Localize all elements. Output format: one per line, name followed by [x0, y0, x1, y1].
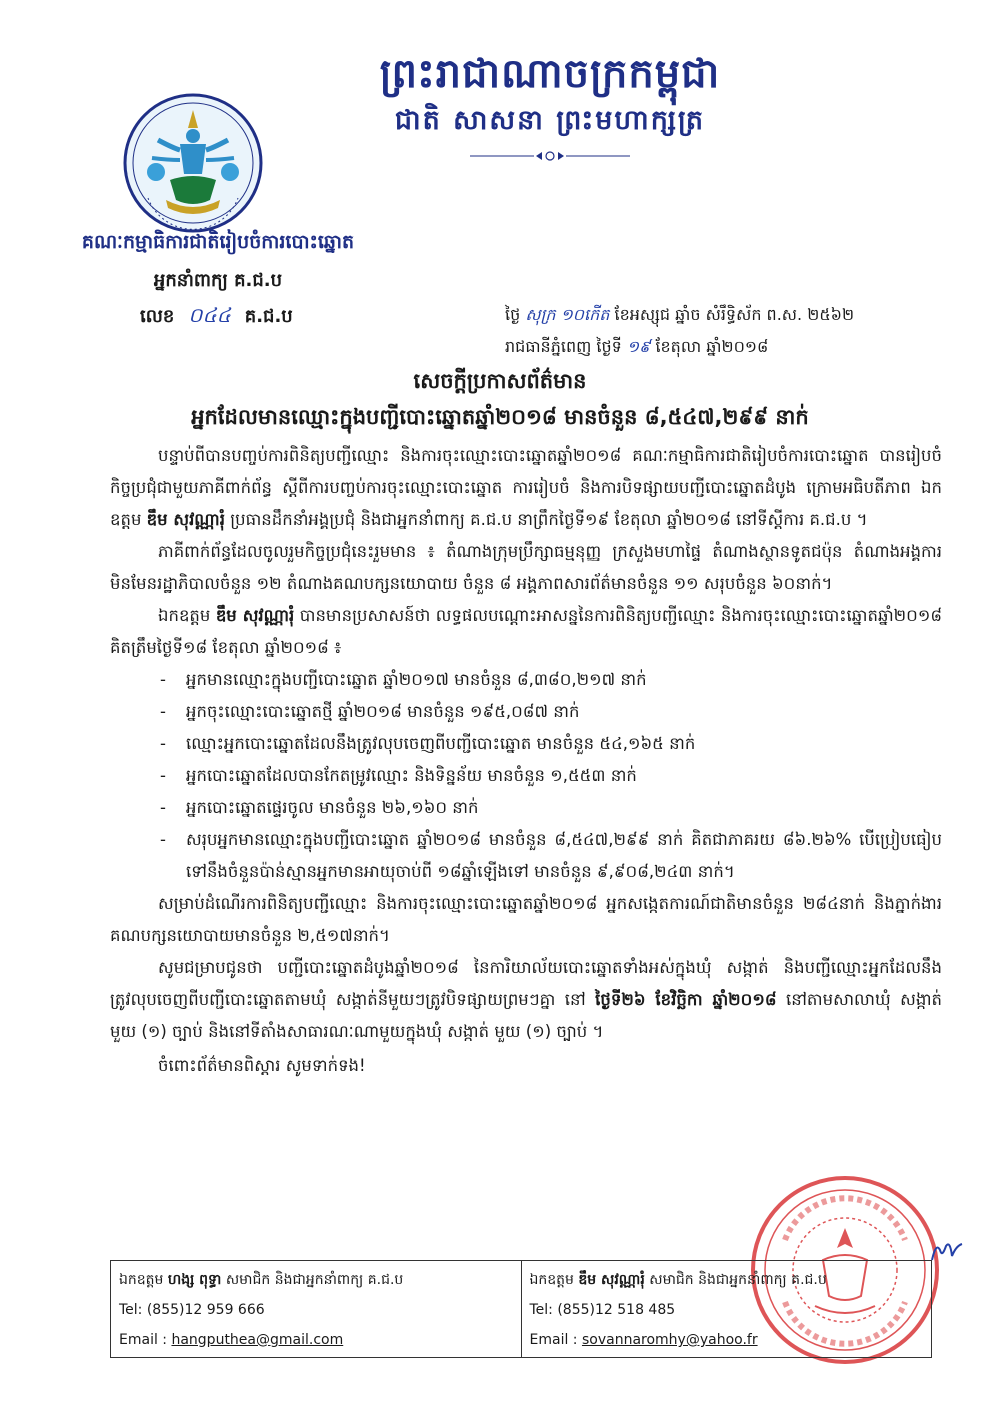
email-link[interactable]: sovannaromhy@yahoo.fr [581, 1332, 758, 1348]
list-item: - អ្នកមានឈ្មោះក្នុងបញ្ជីបោះឆ្នោត ឆ្នាំ២០១៧ មានចំនួន ៨,៣៨០,២១៧ នាក់ [186, 664, 942, 696]
email-label: Email : [119, 1332, 172, 1348]
paragraph-3 [110, 600, 942, 664]
contact-1-heading [119, 1265, 513, 1295]
solar-date-handwritten: ១៩ [626, 337, 651, 356]
lunar-date-rest: ខែអស្សុជ ឆ្នាំច សំរឹទ្ធិស័ក ព.ស. ២៥៦២ [614, 305, 855, 324]
contact-2 [521, 1261, 932, 1357]
contact-role: សមាជិក និងជាអ្នកនាំពាក្យ គ.ជ.ប [649, 1272, 827, 1288]
signature-initials [928, 1236, 968, 1266]
lunar-date-prefix: ថ្ងៃ [505, 305, 521, 324]
kingdom-heading: ព្រះរាជាណាចក្រកម្ពុជា [379, 50, 721, 97]
statistics-list [110, 664, 942, 888]
p5-text-a: សូមជម្រាបជូនថា បញ្ជីបោះឆ្នោតដំបូងឆ្នាំ២០១៨ នៃការិយាល័យបោះឆ្នោតទាំងអស់ក្នុងឃុំ សង្កាត់ និងបញ្ជីឈ្មោះអ្នកដែលនឹងត្រូវលុបចេញពីបញ្ជីបោះឆ្នោតតាមឃុំ សង្កាត់នីមួយៗត្រូវបិទផ្សាយព្រមៗគ្នា នៅ [110, 958, 942, 1009]
contact-2-heading [530, 1265, 924, 1295]
contact-role: សមាជិក និងជាអ្នកនាំពាក្យ គ.ជ.ប [225, 1272, 404, 1288]
p3-name: ឌឹម សុវណ្ណារុំ [215, 606, 295, 625]
contact-email-row [119, 1325, 513, 1355]
list-item: - អ្នកបោះឆ្នោតដែលបានកែតម្រូវឈ្មោះ និងទិន្នន័យ មានចំនួន ១,៥៥៣ នាក់ [186, 760, 942, 792]
contact-phone: Tel: (855)12 518 485 [529, 1302, 676, 1318]
nec-logo [118, 88, 268, 238]
p3-text-b: បានមានប្រសាសន៍ថា លទ្ធផលបណ្តោះអាសន្ននៃការពិនិត្យបញ្ជីឈ្មោះ និងការចុះឈ្មោះបោះឆ្នោតឆ្នាំ២០១៨ គិតត្រឹមថ្ងៃទី១៨ ខែតុលា ឆ្នាំ២០១៨ ៖ [110, 606, 943, 657]
contact-title: ឯកឧត្តម [119, 1272, 164, 1288]
contact-table [110, 1260, 932, 1358]
solar-date [505, 336, 945, 360]
solar-date-rest: ខែតុលា ឆ្នាំ២០១៨ [655, 337, 769, 356]
paragraph-2: ភាគីពាក់ព័ន្ធដែលចូលរួមកិច្ចប្រជុំនេះរួមមាន ៖ តំណាងក្រុមប្រឹក្សាធម្មនុញ្ញ ក្រសួងមហាផ្ទៃ តំណាងស្ថានទូតជប៉ុន តំណាងអង្គការមិនមែនរដ្ឋាភិបាលចំនួន ១២ តំណាងគណបក្សនយោបាយ ចំនួន ៨ អង្គភាពសារព័ត៌មានចំនួន ១១ សរុបចំនួន ៦០នាក់។ [110, 542, 942, 593]
closing-line: ចំពោះព័ត៌មានពិស្តារ សូមទាក់ទង! [158, 1056, 366, 1075]
national-motto: ជាតិ សាសនា ព្រះមហាក្សត្រ [394, 105, 706, 136]
contact-name: ហង្ស ពុទ្ធា [167, 1272, 222, 1288]
lunar-date [505, 304, 945, 328]
document-body [110, 440, 942, 1082]
paragraph-4: សម្រាប់ដំណើរការពិនិត្យបញ្ជីឈ្មោះ និងការចុះឈ្មោះបោះឆ្នោតឆ្នាំ២០១៨ អ្នកសង្កេតការណ៍ជាតិមានចំនួន ២៨៤នាក់ និងភ្នាក់ងារគណបក្សនយោបាយមានចំនួន ២,៥១៧នាក់។ [110, 894, 942, 945]
contact-1 [111, 1261, 521, 1357]
contact-title: ឯកឧត្តម [529, 1272, 574, 1288]
contact-email-row [530, 1325, 924, 1355]
list-item: - អ្នកចុះឈ្មោះបោះឆ្នោតថ្មី ឆ្នាំ២០១៨ មានចំនួន ១៩៥,០៨៧ នាក់ [186, 696, 942, 728]
document-subtitle: អ្នកដែលមានឈ្មោះក្នុងបញ្ជីបោះឆ្នោតឆ្នាំ២០១៨ មានចំនួន ៨,៥៤៧,២៩៩ នាក់ [191, 405, 809, 429]
email-link[interactable]: hangputhea@gmail.com [171, 1332, 344, 1348]
reference-number [140, 302, 380, 332]
ornament-divider [470, 150, 630, 162]
p5-text-b: នៅតាមសាលាឃុំ សង្កាត់ មួយ (១) ច្បាប់ និងនៅទីតាំងសាធារណៈណាមួយក្នុងឃុំ សង្កាត់ មួយ (១) ច្បាប់ ។ [110, 990, 942, 1041]
contact-phone: Tel: (855)12 959 666 [119, 1302, 265, 1318]
email-label: Email : [529, 1332, 582, 1348]
paragraph-5 [110, 952, 942, 1048]
p1-text-a: បន្ទាប់ពីបានបញ្ចប់ការពិនិត្យបញ្ជីឈ្មោះ និងការចុះឈ្មោះបោះឆ្នោតឆ្នាំ២០១៨ គណៈកម្មាធិការជាតិរៀបចំការបោះឆ្នោត បានរៀបចំកិច្ចប្រជុំជាមួយភាគីពាក់ព័ន្ធ ស្តីពីការបញ្ចប់ការចុះឈ្មោះបោះឆ្នោត ការរៀបចំ និងការបិទផ្សាយបញ្ជីបោះឆ្នោតដំបូង ក្រោមអធិបតីភាព ឯកឧត្តម [110, 446, 942, 529]
solar-date-prefix: រាជធានីភ្នំពេញ ថ្ងៃទី [505, 337, 622, 356]
p1-name: ឌឹម សុវណ្ណារុំ [146, 510, 225, 529]
paragraph-1 [110, 440, 942, 536]
reference-handwritten-number: ០៤៤ [188, 303, 231, 327]
document-title: សេចក្តីប្រកាសព័ត៌មាន [413, 369, 587, 393]
list-item: - ឈ្មោះអ្នកបោះឆ្នោតដែលនឹងត្រូវលុបចេញពីបញ្ជីបោះឆ្នោត មានចំនួន ៥៤,១៦៥ នាក់ [186, 728, 942, 760]
reference-prefix: លេខ [140, 306, 175, 327]
list-item: - អ្នកបោះឆ្នោតផ្ទេរចូល មានចំនួន ២៦,១៦០ នាក់ [186, 792, 942, 824]
p5-date: ថ្ងៃទី២៦ ខែវិច្ឆិកា ឆ្នាំ២០១៨ [595, 990, 777, 1009]
list-item: - សរុបអ្នកមានឈ្មោះក្នុងបញ្ជីបោះឆ្នោត ឆ្នាំ២០១៨ មានចំនួន ៨,៥៤៧,២៩៩ នាក់ គិតជាភាគរយ ៨៦.២៦% បើប្រៀបធៀបទៅនឹងចំនួនប៉ាន់ស្មានអ្នកមានអាយុចាប់ពី ១៨ឆ្នាំឡើងទៅ មានចំនួន ៩,៩០៨,២៤៣ នាក់។ [186, 824, 942, 888]
reference-suffix: គ.ជ.ប [244, 306, 293, 327]
spokesperson-label: អ្នកនាំពាក្យ គ.ជ.ប [153, 270, 283, 291]
organization-name: គណៈកម្មាធិការជាតិរៀបចំការបោះឆ្នោត [81, 231, 355, 253]
p3-text-a: ឯកឧត្តម [158, 606, 211, 625]
contact-name: ឌឹម សុវណ្ណារុំ [578, 1272, 645, 1288]
lunar-date-handwritten: សុក្រ ១០កើត [525, 305, 610, 324]
p1-text-b: ប្រធានដឹកនាំអង្គប្រជុំ និងជាអ្នកនាំពាក្យ គ.ជ.ប នាព្រឹកថ្ងៃទី១៩ ខែតុលា ឆ្នាំ២០១៨ នៅទីស្តីការ គ.ជ.ប ។ [230, 510, 868, 529]
